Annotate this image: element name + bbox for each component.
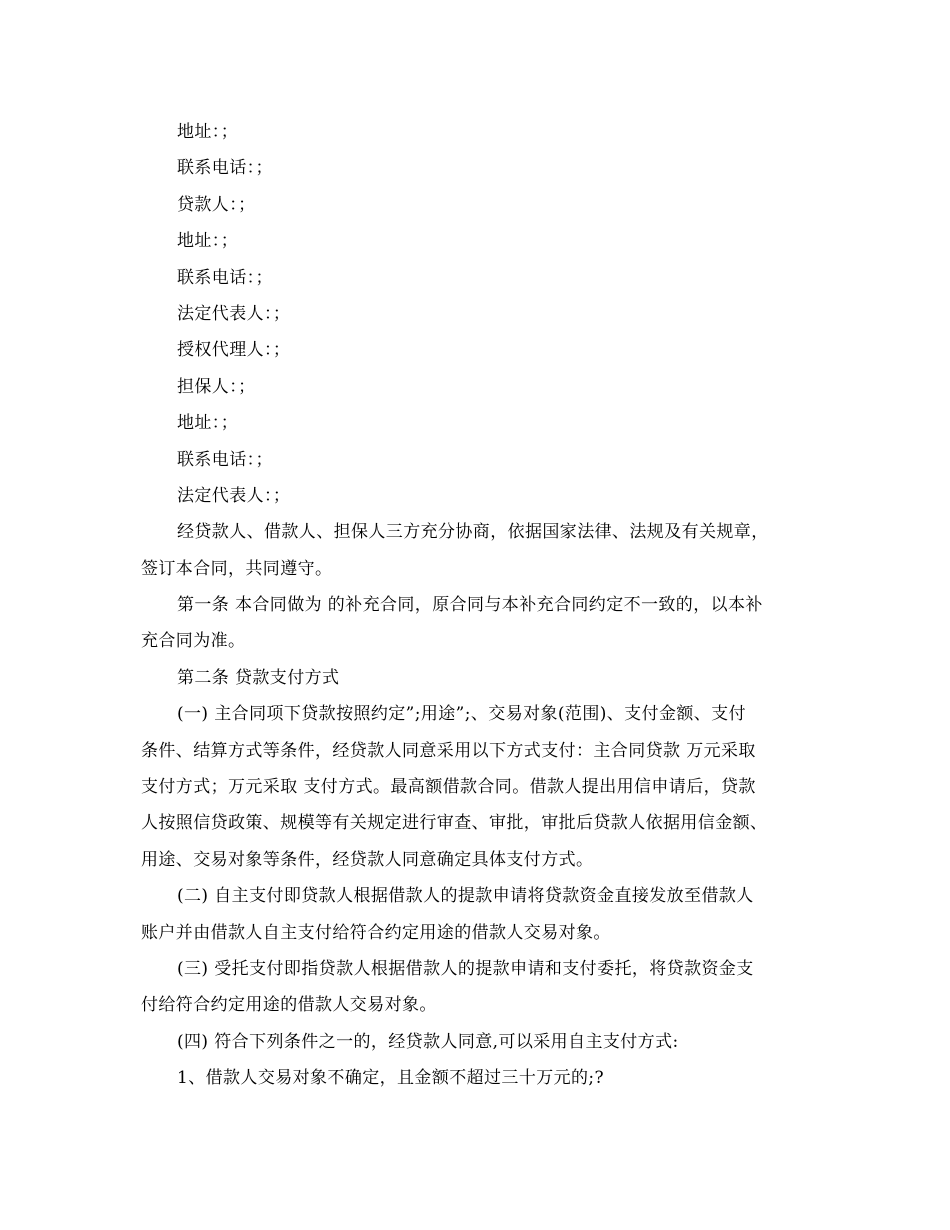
text-line: 地址：； bbox=[177, 413, 239, 434]
text-line: 充合同为准。 bbox=[141, 631, 246, 652]
text-line: 授权代理人：； bbox=[177, 340, 291, 361]
text-line: 1、借款人交易对象不确定，且金额不超过三十万元的;? bbox=[177, 1068, 605, 1089]
document-body bbox=[141, 114, 809, 1097]
text-line: (一) 主合同项下贷款按照约定”;用途”;、交易对象(范围)、支付金额、支付 bbox=[177, 704, 746, 725]
text-line: 担保人：； bbox=[177, 376, 256, 397]
text-line: 经贷款人、借款人、担保人三方充分协商，依据国家法律、法规及有关规章， bbox=[177, 522, 769, 543]
text-line: 账户并由借款人自主支付给符合约定用途的借款人交易对象。 bbox=[141, 922, 611, 943]
text-line: 条件、结算方式等条件，经贷款人同意采用以下方式支付：主合同贷款 万元采取 bbox=[141, 740, 756, 761]
text-line: (二) 自主支付即贷款人根据借款人的提款申请将贷款资金直接发放至借款人 bbox=[177, 886, 754, 907]
text-line: (四) 符合下列条件之一的，经贷款人同意,可以采用自主支付方式: bbox=[177, 1031, 679, 1052]
text-line: 贷款人：； bbox=[177, 194, 256, 215]
text-line: 签订本合同，共同遵守。 bbox=[141, 558, 333, 579]
text-line: 人按照信贷政策、规模等有关规定进行审查、审批，审批后贷款人依据用信金额、 bbox=[141, 813, 768, 834]
text-line: 第二条 贷款支付方式 bbox=[177, 667, 340, 688]
text-line: 地址：； bbox=[177, 231, 239, 252]
text-line: 法定代表人：； bbox=[177, 485, 291, 506]
text-line: 付给符合约定用途的借款人交易对象。 bbox=[141, 995, 437, 1016]
text-line: 用途、交易对象等条件，经贷款人同意确定具体支付方式。 bbox=[141, 849, 594, 870]
text-line: 联系电话：； bbox=[177, 158, 273, 179]
text-line: 地址：； bbox=[177, 122, 239, 142]
text-line: 联系电话：； bbox=[177, 449, 273, 470]
text-line: (三) 受托支付即指贷款人根据借款人的提款申请和支付委托，将贷款资金支 bbox=[177, 958, 754, 979]
text-line: 支付方式；万元采取 支付方式。最高额借款合同。借款人提出用信申请后，贷款 bbox=[141, 777, 756, 798]
text-line: 法定代表人：； bbox=[177, 303, 291, 324]
text-line: 联系电话：； bbox=[177, 267, 273, 288]
text-line: 第一条 本合同做为 的补充合同，原合同与本补充合同约定不一致的，以本补 bbox=[177, 595, 763, 616]
